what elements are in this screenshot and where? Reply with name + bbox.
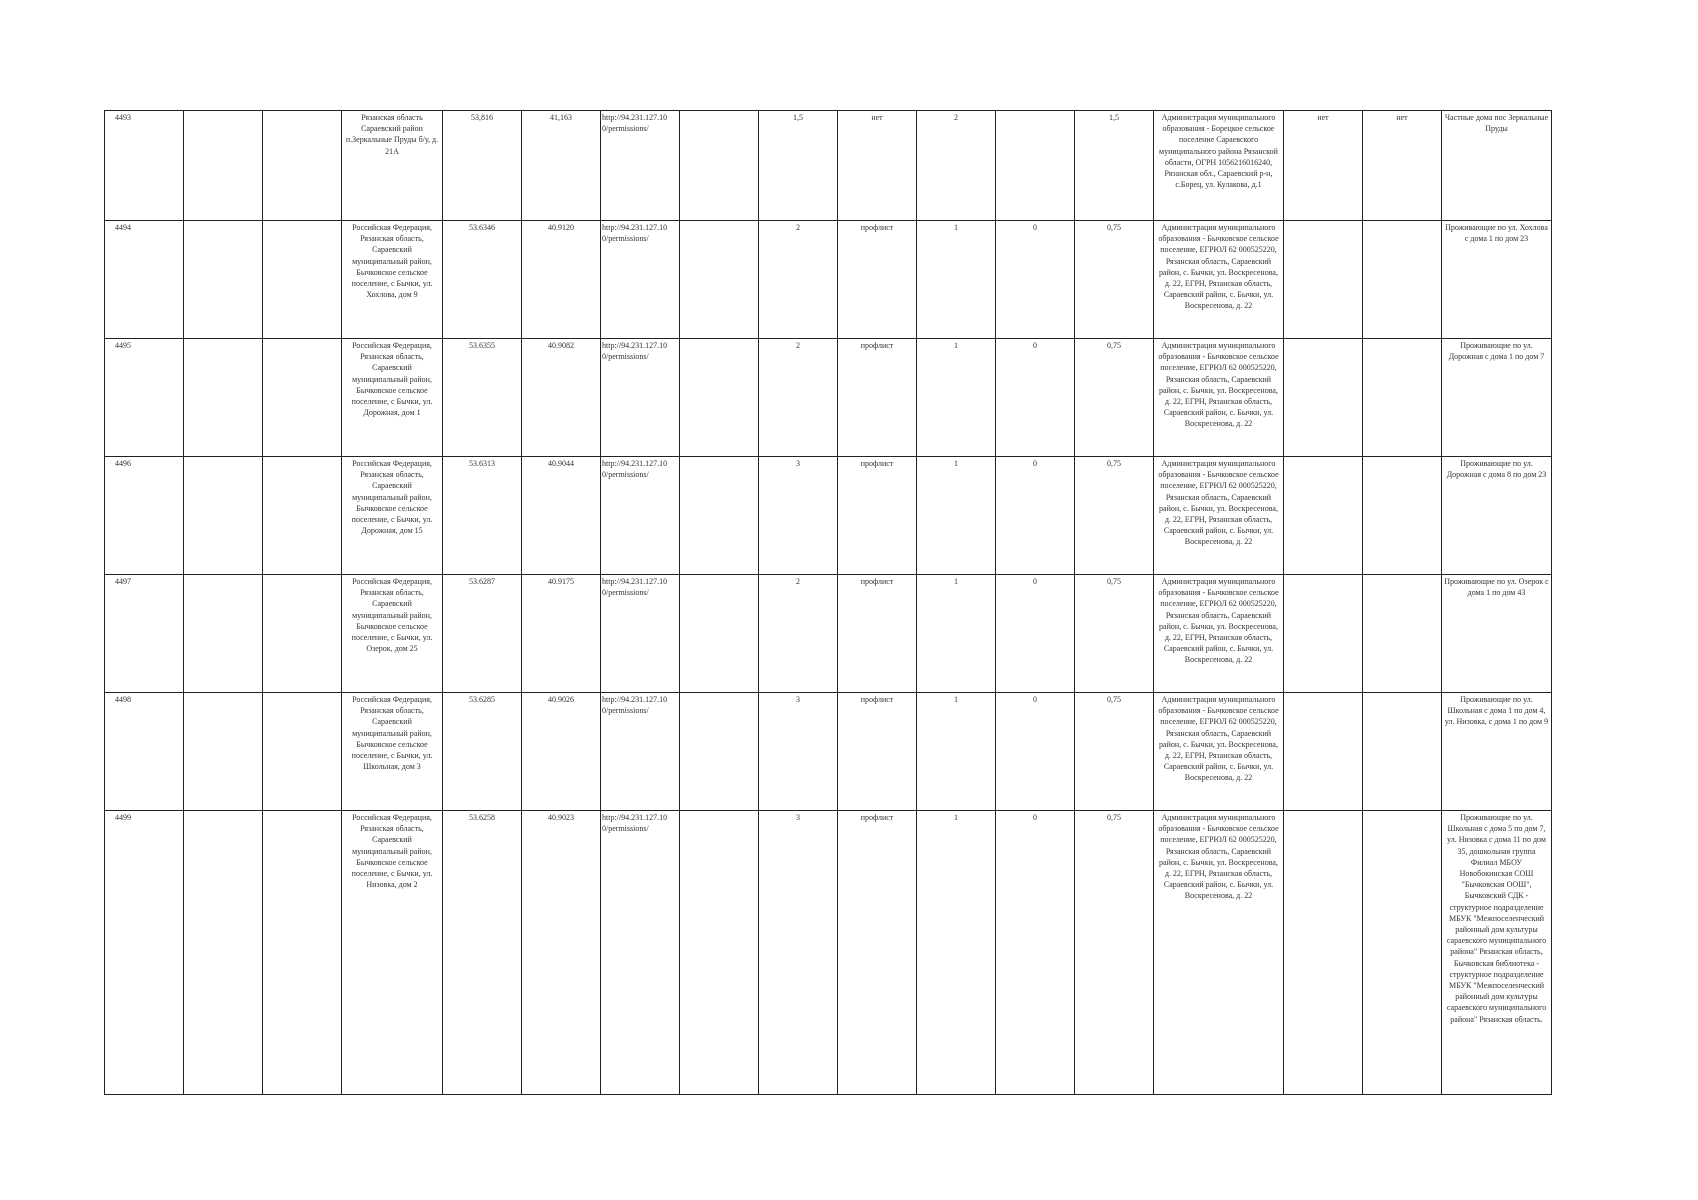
cell-waste-sources: Проживающие по ул. Дорожная с дома 1 по дом 7: [1442, 339, 1552, 457]
cell-waste-sources: Проживающие по ул. Школьная с дома 5 по дом 7, ул. Низовка с дома 11 по дом 35, дошкольная группа Филиал МБОУ Новобокинская СОШ "Бычковская ООШ", Бычковский СДК - структурное подразделение МБУК "Межпоселенческий районный дом культуры сараевского муниципального района" Рязанская область, Бычковская библиотека - структурное подразделение МБУК "Межпоселенческий районный дом культуры сараевского муниципального района" Рязанская область.: [1442, 811, 1552, 1095]
cell-flag: [1363, 811, 1442, 1095]
cell-empty: [263, 111, 342, 221]
cell-longitude: 40.9023: [522, 811, 601, 1095]
cell-empty: [184, 693, 263, 811]
cell-empty: [680, 339, 759, 457]
cell-latitude: 53.6355: [443, 339, 522, 457]
cell-empty: [680, 111, 759, 221]
cell-number: 4498: [105, 693, 184, 811]
cell-address: Рязанская область Сараевский район п.Зеркальные Пруды б/у, д. 21А: [342, 111, 443, 221]
cell-container-count: 1: [917, 575, 996, 693]
cell-cover-type: профлист: [838, 693, 917, 811]
cell-url-link[interactable]: http://94.231.127.10 0/permissions/: [601, 457, 680, 575]
cell-flag: [1284, 693, 1363, 811]
cell-empty: [680, 457, 759, 575]
table-row: [105, 693, 1552, 811]
cell-cover-type: профлист: [838, 811, 917, 1095]
cell-planned-count: 0: [996, 575, 1075, 693]
cell-longitude: 40.9044: [522, 457, 601, 575]
cell-volume: 0,75: [1075, 693, 1154, 811]
cell-empty: [184, 811, 263, 1095]
cell-number: 4497: [105, 575, 184, 693]
cell-area: 3: [759, 811, 838, 1095]
cell-address: Российская Федерация, Рязанская область, Сараевский муниципальный район, Бычковское сельское поселение, с Бычки, ул. Озерок, дом 25: [342, 575, 443, 693]
cell-flag: [1363, 221, 1442, 339]
cell-flag: [1363, 575, 1442, 693]
cell-url-link[interactable]: http://94.231.127.10 0/permissions/: [601, 111, 680, 221]
cell-longitude: 40.9120: [522, 221, 601, 339]
cell-url-link[interactable]: http://94.231.127.10 0/permissions/: [601, 221, 680, 339]
cell-empty: [263, 693, 342, 811]
cell-latitude: 53.6258: [443, 811, 522, 1095]
cell-area: 3: [759, 693, 838, 811]
cell-volume: 0,75: [1075, 457, 1154, 575]
cell-owner: Администрация муниципального образования - Бычковское сельское поселение, ЕГРЮЛ 62 000525220, Рязанская область, Сараевский район, с. Бычки, ул. Воскресенова, д. 22, ЕГРН, Рязанская область, Сараевский район, с. Бычки, ул. Воскресенова, д. 22: [1154, 811, 1284, 1095]
cell-longitude: 41,163: [522, 111, 601, 221]
cell-longitude: 40.9082: [522, 339, 601, 457]
cell-planned-count: 0: [996, 693, 1075, 811]
cell-flag: [1284, 457, 1363, 575]
cell-cover-type: профлист: [838, 339, 917, 457]
cell-longitude: 40.9026: [522, 693, 601, 811]
cell-empty: [184, 339, 263, 457]
cell-url-link[interactable]: http://94.231.127.10 0/permissions/: [601, 811, 680, 1095]
cell-number: 4499: [105, 811, 184, 1095]
table-row: [105, 221, 1552, 339]
cell-number: 4494: [105, 221, 184, 339]
cell-empty: [184, 111, 263, 221]
cell-address: Российская Федерация, Рязанская область, Сараевский муниципальный район, Бычковское сельское поселение, с Бычки, ул. Низовка, дом 2: [342, 811, 443, 1095]
cell-flag: [1363, 457, 1442, 575]
cell-cover-type: профлист: [838, 457, 917, 575]
cell-volume: 1,5: [1075, 111, 1154, 221]
cell-cover-type: профлист: [838, 221, 917, 339]
cell-empty: [680, 575, 759, 693]
cell-longitude: 40.9175: [522, 575, 601, 693]
cell-address: Российская Федерация, Рязанская область, Сараевский муниципальный район, Бычковское сельское поселение, с Бычки, ул. Хохлова, дом 9: [342, 221, 443, 339]
cell-latitude: 53.6287: [443, 575, 522, 693]
cell-waste-sources: Частные дома пос Зеркальные Пруды: [1442, 111, 1552, 221]
cell-url-link[interactable]: http://94.231.127.10 0/permissions/: [601, 339, 680, 457]
cell-area: 3: [759, 457, 838, 575]
cell-owner: Администрация муниципального образования - Бычковское сельское поселение, ЕГРЮЛ 62 000525220, Рязанская область, Сараевский район, с. Бычки, ул. Воскресенова, д. 22, ЕГРН, Рязанская область, Сараевский район, с. Бычки, ул. Воскресенова, д. 22: [1154, 457, 1284, 575]
cell-url-link[interactable]: http://94.231.127.10 0/permissions/: [601, 575, 680, 693]
cell-owner: Администрация муниципального образования - Бычковское сельское поселение, ЕГРЮЛ 62 000525220, Рязанская область, Сараевский район, с. Бычки, ул. Воскресенова, д. 22, ЕГРН, Рязанская область, Сараевский район, с. Бычки, ул. Воскресенова, д. 22: [1154, 693, 1284, 811]
cell-owner: Администрация муниципального образования - Бычковское сельское поселение, ЕГРЮЛ 62 000525220, Рязанская область, Сараевский район, с. Бычки, ул. Воскресенова, д. 22, ЕГРН, Рязанская область, Сараевский район, с. Бычки, ул. Воскресенова, д. 22: [1154, 221, 1284, 339]
cell-empty: [680, 221, 759, 339]
cell-container-count: 2: [917, 111, 996, 221]
cell-flag: нет: [1284, 111, 1363, 221]
cell-flag: нет: [1363, 111, 1442, 221]
cell-volume: 0,75: [1075, 575, 1154, 693]
cell-latitude: 53.6285: [443, 693, 522, 811]
cell-empty: [263, 221, 342, 339]
cell-planned-count: 0: [996, 339, 1075, 457]
cell-planned-count: [996, 111, 1075, 221]
cell-latitude: 53.6346: [443, 221, 522, 339]
cell-flag: [1284, 339, 1363, 457]
cell-empty: [680, 693, 759, 811]
cell-planned-count: 0: [996, 457, 1075, 575]
cell-number: 4495: [105, 339, 184, 457]
cell-empty: [184, 221, 263, 339]
table-row: [105, 457, 1552, 575]
cell-container-count: 1: [917, 339, 996, 457]
cell-flag: [1284, 221, 1363, 339]
cell-latitude: 53,816: [443, 111, 522, 221]
cell-cover-type: профлист: [838, 575, 917, 693]
cell-number: 4496: [105, 457, 184, 575]
cell-empty: [263, 575, 342, 693]
cell-volume: 0,75: [1075, 221, 1154, 339]
cell-empty: [263, 339, 342, 457]
cell-flag: [1284, 811, 1363, 1095]
cell-empty: [184, 575, 263, 693]
cell-area: 2: [759, 221, 838, 339]
cell-flag: [1363, 339, 1442, 457]
cell-cover-type: нет: [838, 111, 917, 221]
cell-waste-sources: Проживающие по ул. Хохлова с дома 1 по дом 23: [1442, 221, 1552, 339]
cell-latitude: 53.6313: [443, 457, 522, 575]
cell-planned-count: 0: [996, 811, 1075, 1095]
table-row: [105, 339, 1552, 457]
cell-empty: [263, 811, 342, 1095]
cell-flag: [1363, 693, 1442, 811]
cell-owner: Администрация муниципального образования - Бычковское сельское поселение, ЕГРЮЛ 62 000525220, Рязанская область, Сараевский район, с. Бычки, ул. Воскресенова, д. 22, ЕГРН, Рязанская область, Сараевский район, с. Бычки, ул. Воскресенова, д. 22: [1154, 575, 1284, 693]
cell-area: 1,5: [759, 111, 838, 221]
cell-area: 2: [759, 575, 838, 693]
cell-area: 2: [759, 339, 838, 457]
cell-address: Российская Федерация, Рязанская область, Сараевский муниципальный район, Бычковское сельское поселение, с Бычки, ул. Дорожная, дом 15: [342, 457, 443, 575]
cell-url-link[interactable]: http://94.231.127.10 0/permissions/: [601, 693, 680, 811]
cell-owner: Администрация муниципального образования - Бычковское сельское поселение, ЕГРЮЛ 62 000525220, Рязанская область, Сараевский район, с. Бычки, ул. Воскресенова, д. 22, ЕГРН, Рязанская область, Сараевский район, с. Бычки, ул. Воскресенова, д. 22: [1154, 339, 1284, 457]
cell-volume: 0,75: [1075, 811, 1154, 1095]
cell-waste-sources: Проживающие по ул. Озерок с дома 1 по дом 43: [1442, 575, 1552, 693]
cell-address: Российская Федерация, Рязанская область, Сараевский муниципальный район, Бычковское сельское поселение, с Бычки, ул. Дорожная, дом 1: [342, 339, 443, 457]
cell-address: Российская Федерация, Рязанская область, Сараевский муниципальный район, Бычковское сельское поселение, с Бычки, ул. Школьная, дом 3: [342, 693, 443, 811]
cell-volume: 0,75: [1075, 339, 1154, 457]
cell-owner: Администрация муниципального образования - Борецкое сельское поселение Сараевского муниципального района Рязанской области, ОГРН 1056216016240, Рязанская обл., Сараевский р-н, с.Борец, ул. Кулакова, д.1: [1154, 111, 1284, 221]
cell-waste-sources: Проживающие по ул. Дорожная с дома 8 по дом 23: [1442, 457, 1552, 575]
registry-table: [104, 110, 1552, 1095]
cell-container-count: 1: [917, 221, 996, 339]
cell-container-count: 1: [917, 457, 996, 575]
cell-empty: [263, 457, 342, 575]
cell-empty: [184, 457, 263, 575]
cell-waste-sources: Проживающие по ул. Школьная с дома 1 по дом 4, ул. Низовка, с дома 1 по дом 9: [1442, 693, 1552, 811]
cell-planned-count: 0: [996, 221, 1075, 339]
table-row: [105, 575, 1552, 693]
cell-flag: [1284, 575, 1363, 693]
cell-container-count: 1: [917, 693, 996, 811]
cell-container-count: 1: [917, 811, 996, 1095]
table-row: [105, 111, 1552, 221]
cell-number: 4493: [105, 111, 184, 221]
cell-empty: [680, 811, 759, 1095]
table-row: [105, 811, 1552, 1095]
